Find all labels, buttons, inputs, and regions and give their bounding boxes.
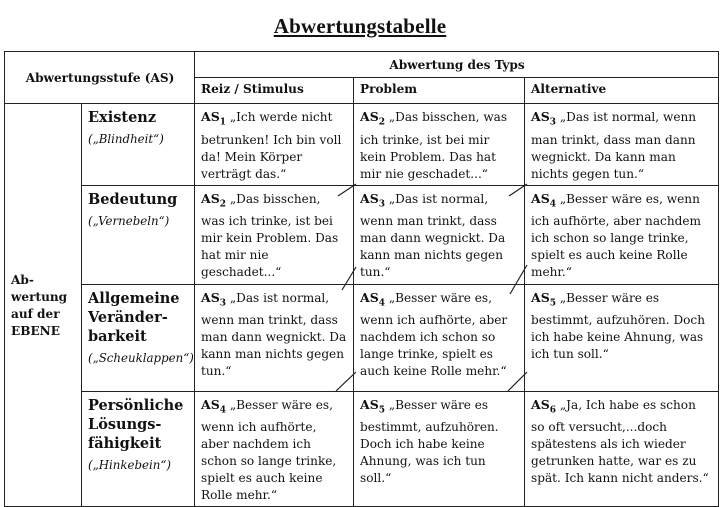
cell-alternative	[525, 185, 719, 284]
cell-text: „Besser wäre es, wenn ich aufhörte, aber nachdem ich schon so lange trinke, spielt es auch keine Rolle mehr.“	[360, 290, 508, 378]
cell-reiz	[195, 185, 354, 284]
table-row	[5, 391, 719, 507]
cell-text: „Das ist normal, wenn man trinkt, dass man dann wegnickt. Da kann man nichts gegen tun.“	[531, 110, 697, 181]
stage-name: Existenz	[88, 109, 157, 126]
cell-text: „Das ist normal, wenn man trinkt, dass man dann wegnickt. Da kann man nichts gegen tun.“	[360, 191, 506, 279]
table-row	[5, 185, 719, 284]
stage-cell-loesungsfaehigkeit	[82, 391, 195, 507]
cell-problem	[354, 284, 525, 391]
cell-text: „Besser wäre es bestimmt, aufzuhören. Doch ich habe keine Ahnung, was ich tun soll.“	[360, 397, 499, 485]
cell-text: „Besser wäre es, wenn ich aufhörte, aber nachdem ich schon so lange trinke, spielt es auch keine Rolle mehr.“	[201, 397, 337, 502]
cell-problem	[354, 104, 525, 186]
as-label: $AS_2$	[360, 109, 386, 128]
stage-subtitle: („Vernebeln“)	[88, 213, 170, 228]
cell-text: „Besser wäre es bestimmt, aufzuhören. Doch ich habe keine Ahnung, was ich tun soll.“	[531, 290, 705, 361]
stage-subtitle: („Hinkebein“)	[88, 457, 172, 472]
cell-text: „Ich werde nicht betrunken! Ich bin voll da! Mein Körper verträgt das.“	[201, 110, 342, 181]
cell-alternative	[525, 391, 719, 507]
cell-text: „Das ist normal, wenn man trinkt, dass man dann wegnickt. Da kann man nichts gegen tun.“	[201, 290, 347, 378]
as-label: $AS_5$	[360, 396, 386, 415]
page-title: Abwertungstabelle	[273, 14, 447, 38]
stage-subtitle: („Scheuklappen“)	[88, 350, 194, 365]
column-header-alternative: Alternative	[525, 78, 719, 104]
stage-name: Persönliche Lösungs-fähigkeit	[88, 396, 184, 452]
cell-text: „Das bisschen, was ich trinke, ist bei mir kein Problem. Das hat mir nie geschadet...“	[360, 110, 508, 181]
as-label: $AS_3$	[360, 190, 386, 209]
level-label	[5, 104, 82, 507]
table-row	[5, 284, 719, 391]
cell-problem	[354, 185, 525, 284]
cell-reiz	[195, 104, 354, 186]
column-header-reiz: Reiz / Stimulus	[195, 78, 354, 104]
table-row	[5, 104, 719, 186]
stage-name: Allgemeine Veränder-barkeit	[88, 289, 180, 345]
as-label: $AS_3$	[201, 289, 227, 308]
cell-text: „Ja, Ich habe es schon so oft versucht,...doch spätestens als ich wieder getrunken hatte, war es zu spät. Ich kann nicht anders.“	[531, 397, 709, 485]
cell-reiz	[195, 284, 354, 391]
as-label: $AS_5$	[531, 289, 557, 308]
as-label: $AS_1$	[201, 109, 227, 128]
as-label: $AS_3$	[531, 109, 557, 128]
cell-alternative	[525, 104, 719, 186]
header-type: Abwertung des Typs	[195, 52, 719, 78]
as-label: $AS_6$	[531, 396, 557, 415]
header-row-1	[5, 52, 719, 78]
as-label: $AS_4$	[360, 289, 386, 308]
cell-problem	[354, 391, 525, 507]
stage-name: Bedeutung	[88, 190, 178, 208]
as-label: $AS_4$	[201, 396, 227, 415]
as-label: $AS_4$	[531, 190, 557, 209]
cell-alternative	[525, 284, 719, 391]
stage-cell-bedeutung	[82, 185, 195, 284]
header-stage: Abwertungsstufe (AS)	[5, 52, 195, 104]
abwertung-table	[4, 51, 719, 507]
stage-subtitle: („Blindheit“)	[88, 132, 164, 146]
cell-text: „Besser wäre es, wenn ich aufhörte, aber nachdem ich schon so lange trinke, spielt es auch keine Rolle mehr.“	[531, 191, 701, 279]
stage-cell-veraenderbarkeit	[82, 284, 195, 391]
as-label: $AS_2$	[201, 190, 227, 209]
cell-text: „Das bisschen, was ich trinke, ist bei mir kein Problem. Das hat mir nie geschadet...“	[201, 191, 339, 279]
cell-reiz	[195, 391, 354, 507]
column-header-problem: Problem	[354, 78, 525, 104]
level-label-text: Ab-wertung auf der EBENE	[11, 273, 68, 338]
stage-cell-existenz	[82, 104, 195, 186]
